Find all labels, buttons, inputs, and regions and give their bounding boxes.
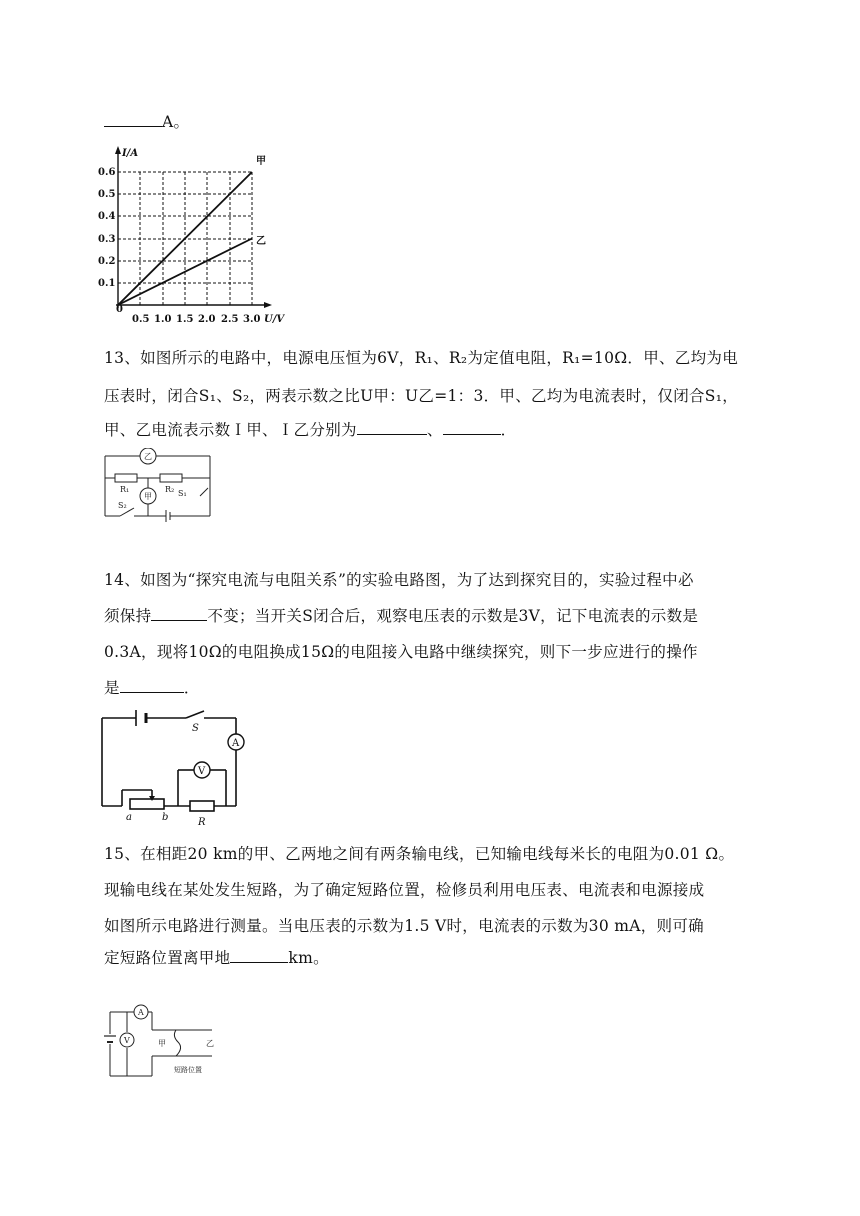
q15-line-4	[104, 946, 329, 968]
short-circuit-label: 短路位置	[174, 1066, 202, 1074]
origin-label: 0	[116, 304, 123, 315]
q12-unit: A。	[162, 113, 190, 131]
q13-line-2: 压表时，闭合S₁、S₂，两表示数之比U甲：U乙=1：3．甲、乙均为电流表时，仅闭合S₁，	[104, 387, 739, 405]
y-tick: 0.5	[98, 189, 116, 200]
line-jia-label: 甲	[256, 156, 266, 167]
q15-blank	[230, 947, 288, 964]
line-yi-label: 乙	[256, 236, 266, 247]
ammeter-label: A	[232, 738, 240, 749]
q14-blank-1	[151, 605, 207, 622]
q14-circuit	[100, 708, 250, 828]
jia-label: 甲	[158, 1039, 166, 1048]
q13-line-1: 13、如图所示的电路中，电源电压恒为6V，R₁、R₂为定值电阻，R₁=10Ω．甲、乙均为电	[104, 349, 738, 367]
iu-graph	[96, 140, 296, 330]
y-axis-arrow	[115, 146, 121, 154]
q13-line-3-text: 甲、乙电流表示数Ｉ甲、Ｉ乙分别为	[104, 421, 357, 439]
q15-line-4-start: 定短路位置离甲地	[104, 949, 231, 967]
q14-line-2-rest: 不变；当开关S闭合后，观察电压表的示数是3V，记下电流表的示数是	[207, 607, 699, 625]
q15-unit: km。	[288, 949, 329, 967]
q13-end: ．	[500, 421, 517, 439]
q15-line-3: 如图所示电路进行测量。当电压表的示数为1.5 V时，电流表的示数为30 mA，则可确	[104, 917, 704, 935]
q13-separator: 、	[426, 421, 443, 439]
y-tick: 0.6	[98, 167, 116, 178]
meter-mid-label: 甲	[144, 492, 152, 501]
switch-label: S	[192, 723, 199, 734]
y-tick: 0.3	[98, 234, 116, 245]
r1-label: R₁	[120, 485, 130, 494]
q13-circuit	[100, 448, 220, 522]
voltmeter-label: V	[124, 1036, 130, 1045]
x-tick: 0.5	[132, 314, 150, 325]
voltmeter-label: V	[198, 766, 206, 777]
r2-label: R₂	[165, 485, 175, 494]
y-tick: 0.2	[98, 256, 116, 267]
q14-line-4	[104, 676, 200, 698]
q13-blank-1	[357, 419, 427, 436]
q13-line-3	[104, 418, 516, 440]
x-axis-label: U/V	[264, 314, 285, 325]
q14-line-4-start: 是	[104, 679, 120, 697]
x-tick: 1.5	[176, 314, 194, 325]
x-tick: 1.0	[154, 314, 172, 325]
q14-line-4-end: ．	[183, 679, 200, 697]
rheostat-end-a: a	[126, 812, 132, 823]
q14-line-2-start: 须保持	[104, 607, 152, 625]
x-tick: 2.5	[221, 314, 239, 325]
y-axis-label: I/A	[122, 148, 139, 159]
y-tick: 0.4	[98, 211, 116, 222]
s1-label: S₁	[178, 489, 187, 498]
q15-circuit	[100, 1000, 240, 1086]
q12-answer-line	[104, 110, 189, 132]
rheostat-end-b: b	[162, 812, 169, 823]
yi-label: 乙	[206, 1039, 214, 1048]
x-tick: 2.0	[198, 314, 216, 325]
resistor-label: R	[198, 817, 206, 828]
q14-line-1: 14、如图为“探究电流与电阻关系”的实验电路图，为了达到探究目的，实验过程中必	[104, 571, 694, 589]
s2-label: S₂	[118, 501, 127, 510]
ammeter-label: A	[138, 1008, 144, 1017]
q14-line-3: 0.3A，现将10Ω的电阻换成15Ω的电阻接入电路中继续探究，则下一步应进行的操作	[104, 643, 698, 661]
q12-blank	[104, 111, 162, 128]
q15-line-2: 现输电线在某处发生短路，为了确定短路位置，检修员利用电压表、电流表和电源接成	[104, 881, 705, 899]
q13-blank-2	[443, 419, 501, 436]
q15-line-1: 15、在相距20 km的甲、乙两地之间有两条输电线，已知输电线每米长的电阻为0.01 Ω。	[104, 845, 735, 863]
x-tick: 3.0	[243, 314, 261, 325]
x-axis-arrow	[264, 302, 272, 308]
y-tick: 0.1	[98, 278, 116, 289]
meter-top-label: 乙	[144, 452, 152, 461]
q14-line-2	[104, 604, 698, 626]
q14-blank-2	[120, 677, 184, 694]
